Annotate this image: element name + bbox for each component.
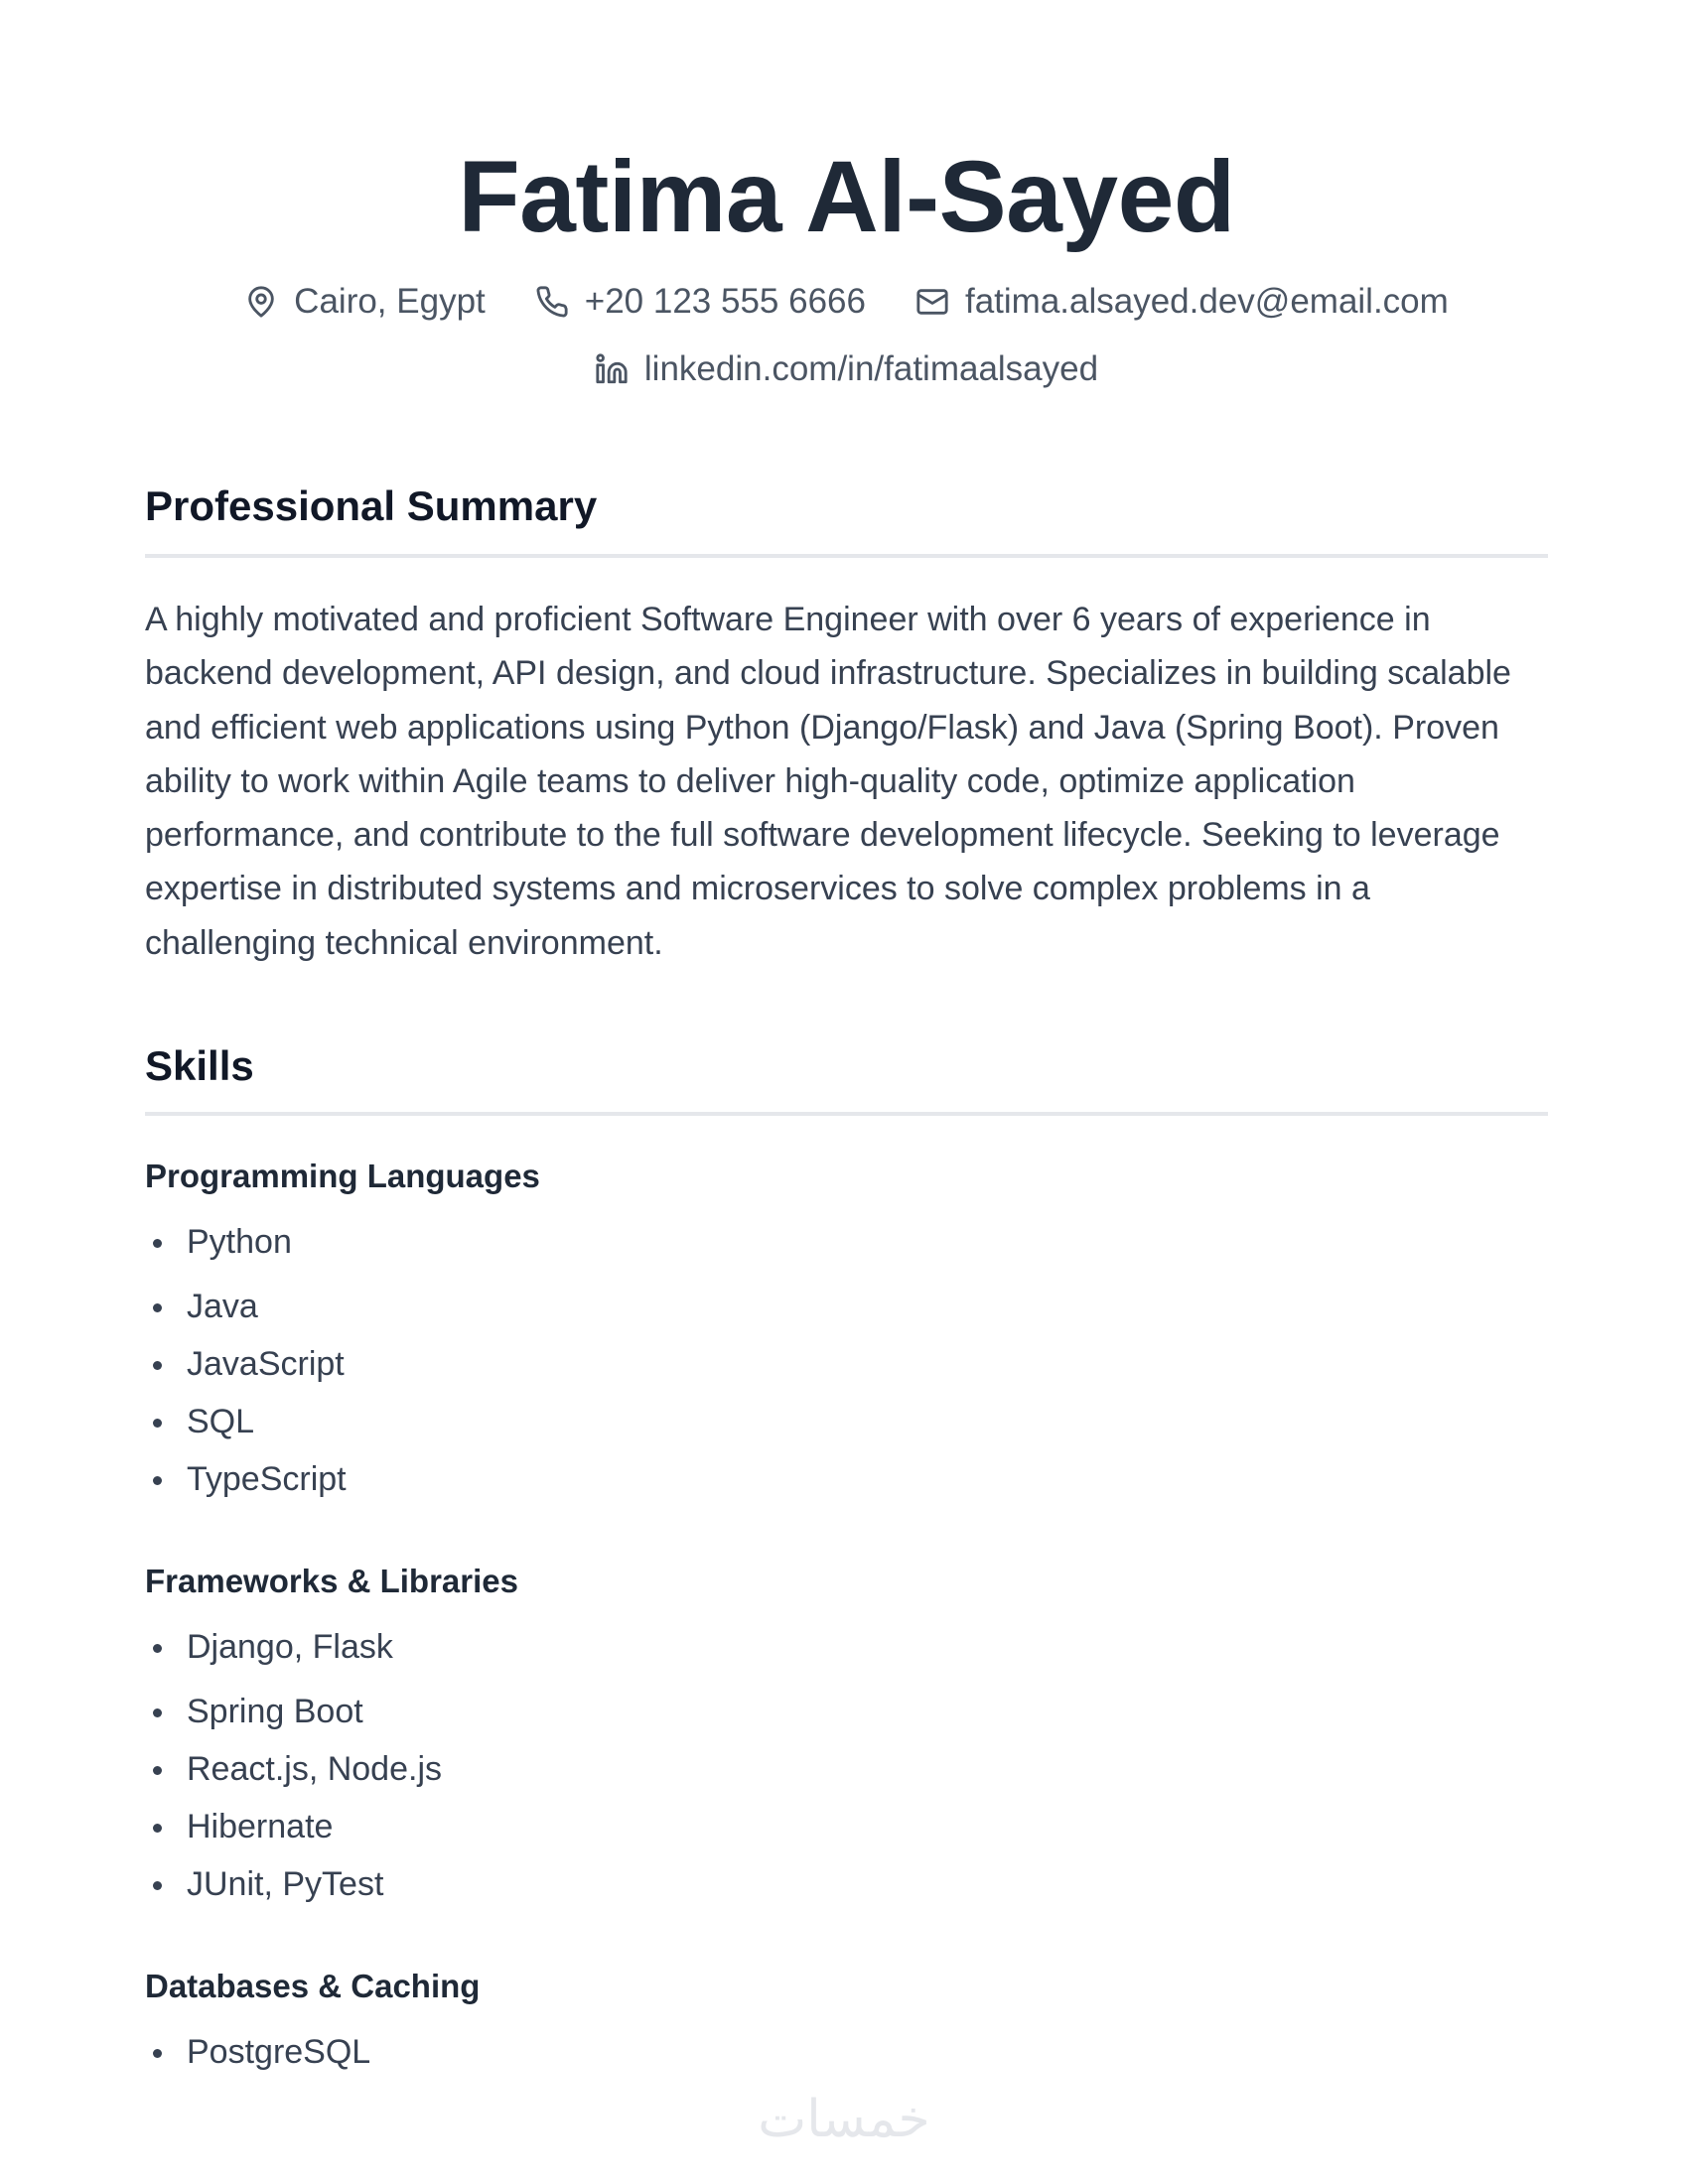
list-item: JavaScript <box>145 1340 347 1388</box>
list-item: React.js, Node.js <box>145 1745 442 1793</box>
contact-phone[interactable] <box>535 282 866 322</box>
list-item: Django, Flask <box>145 1623 442 1671</box>
contact-email[interactable] <box>915 282 1449 322</box>
list-item: PostgreSQL <box>145 2028 370 2076</box>
skills-heading: Skills <box>145 1042 254 1089</box>
list-item: Python <box>145 1218 347 1266</box>
phone-icon <box>535 285 569 319</box>
section-divider <box>145 554 1548 558</box>
watermark-logo: خمسات <box>758 2090 930 2149</box>
contact-linkedin[interactable] <box>595 349 1098 389</box>
resume-page <box>145 0 1548 2184</box>
list-item: Hibernate <box>145 1803 442 1850</box>
email-text: fatima.alsayed.dev@email.com <box>964 282 1449 321</box>
phone-text: +20 123 555 6666 <box>584 282 866 321</box>
list-item: TypeScript <box>145 1455 347 1503</box>
summary-text: A highly motivated and proficient Software Engineer with over 6 years of experience in backend development, API design, and cloud infrastructure. Specializes in building scalable and efficient web applications using Python (Django/Flask) and Java (Spring Boot). Proven ability to work within Agile teams to deliver high-quality code, optimize application performance, and contribute to the full software development lifecycle. Seeking to leverage expertise in distributed systems and microservices to solve complex problems in a challenging technical environment. <box>145 601 1511 962</box>
skill-list <box>145 1218 347 1503</box>
skill-group-title: Programming Languages <box>145 1158 540 1194</box>
list-item: Spring Boot <box>145 1688 442 1735</box>
contact-row-secondary <box>145 345 1548 393</box>
skill-list <box>145 1623 442 1908</box>
skill-group-title: Frameworks & Libraries <box>145 1563 518 1599</box>
section-divider <box>145 1112 1548 1116</box>
candidate-name: Fatima Al-Sayed <box>458 140 1235 253</box>
skill-list <box>145 2028 370 2076</box>
list-item: JUnit, PyTest <box>145 1860 442 1908</box>
summary-heading: Professional Summary <box>145 482 598 529</box>
location-text: Cairo, Egypt <box>294 282 486 321</box>
linkedin-text: linkedin.com/in/fatimaalsayed <box>643 349 1099 388</box>
map-pin-icon <box>244 285 278 319</box>
linkedin-icon <box>595 352 629 386</box>
skill-group-title: Databases & Caching <box>145 1968 481 2004</box>
contact-row <box>145 278 1548 326</box>
contact-location <box>244 282 486 322</box>
mail-icon <box>915 285 949 319</box>
list-item: Java <box>145 1283 347 1330</box>
list-item: SQL <box>145 1398 347 1445</box>
